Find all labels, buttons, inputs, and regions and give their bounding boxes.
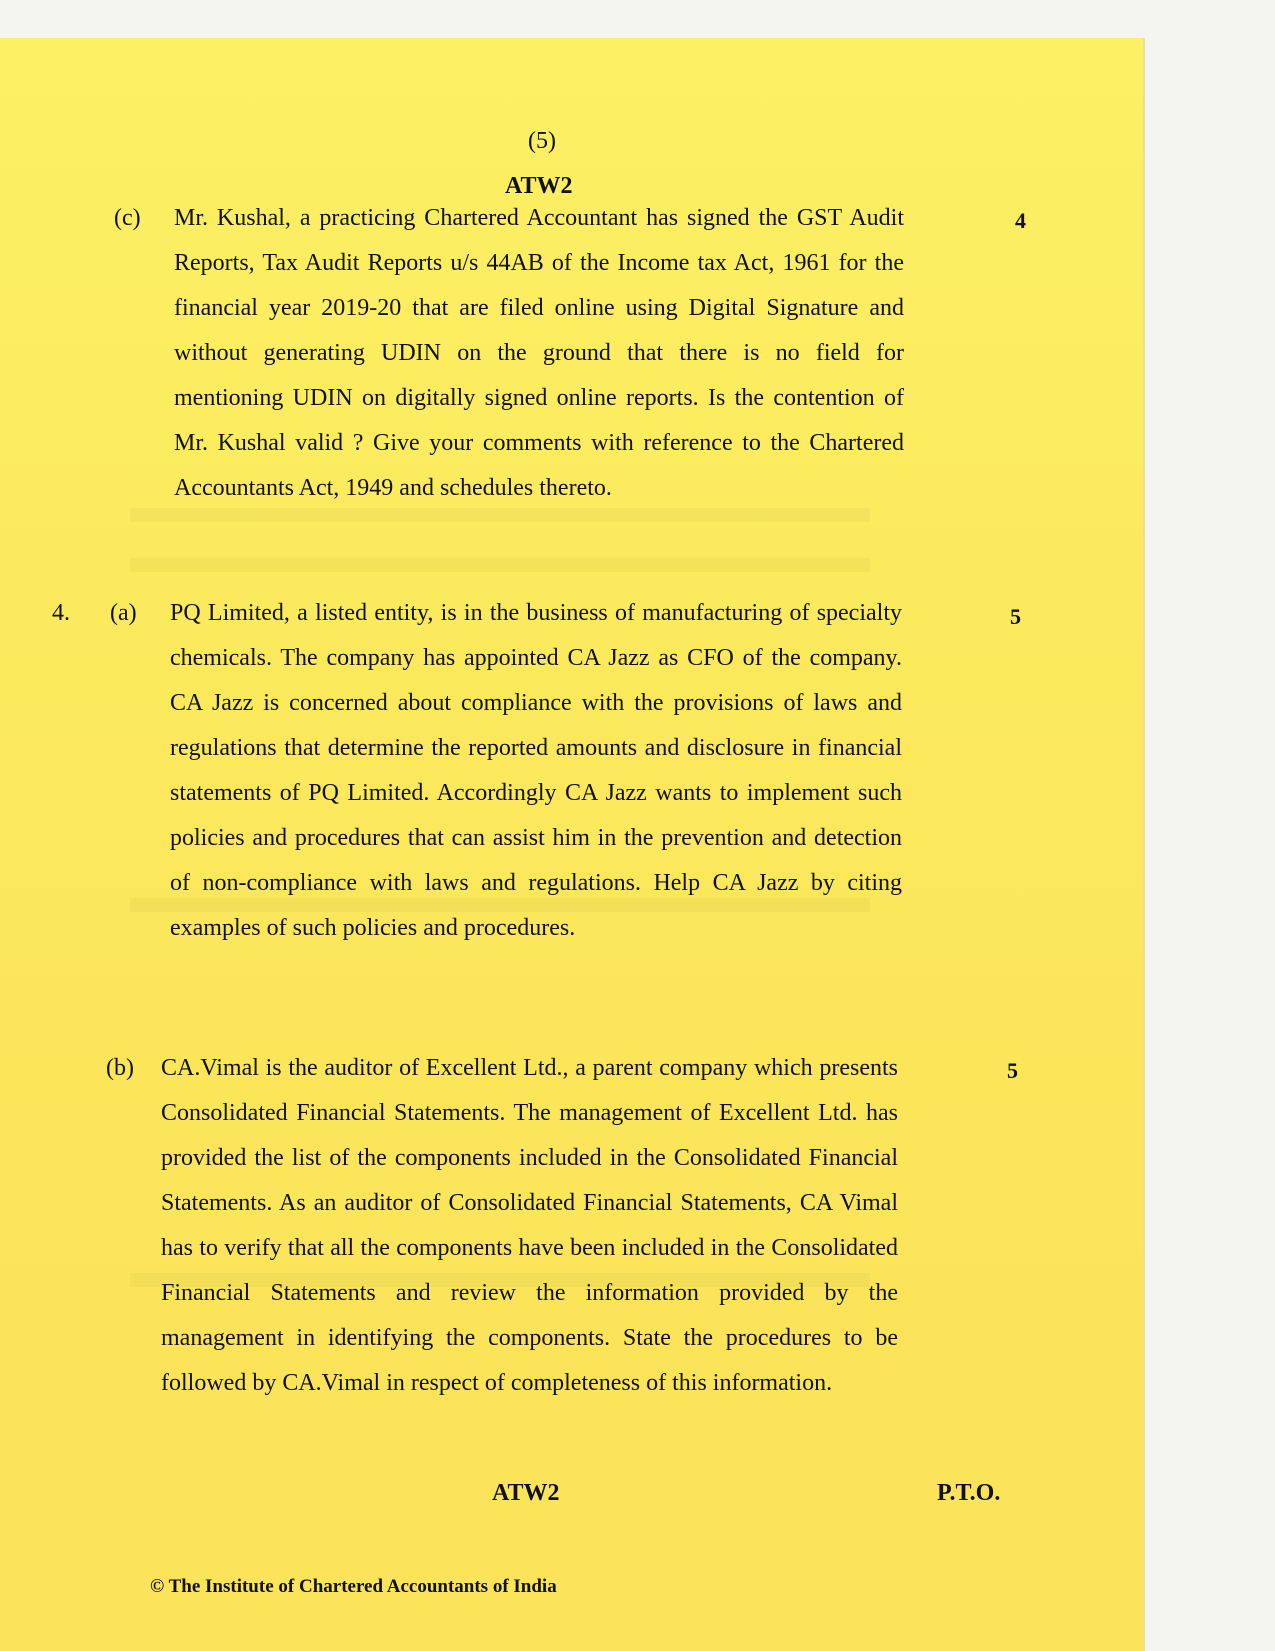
question-4a-label: (a) bbox=[110, 600, 137, 626]
question-4b-marks: 5 bbox=[1007, 1058, 1018, 1083]
page-number: (5) bbox=[528, 128, 556, 154]
copyright-notice: © The Institute of Chartered Accountants of India bbox=[150, 1576, 557, 1597]
show-through-mark bbox=[130, 558, 870, 572]
question-4a-text: PQ Limited, a listed entity, is in the business of manufacturing of specialty chemicals. The company has appointed CA Jazz as CFO of the company. CA Jazz is concerned about compliance with the provisions of laws and regulations that determine the reported amounts and disclosure in financial statements of PQ Limited. Accordingly CA Jazz wants to implement such policies and procedures that can assist him in the prevention and detection of non-compliance with laws and regulations. Help CA Jazz by citing examples of such policies and procedures. bbox=[170, 600, 902, 941]
question-3c-marks: 4 bbox=[1015, 208, 1026, 233]
question-4b-text: CA.Vimal is the auditor of Excellent Ltd., a parent company which presents Consolidated Financial Statements. The management of Excellent Ltd. has provided the list of the components included in the Consolidated Financial Statements. As an auditor of Consolidated Financial Statements, CA Vimal has to verify that all the components have been included in the Consolidated Financial Statements and review the information provided by the management in identifying the components. State the procedures to be followed by CA.Vimal in respect of completeness of this information. bbox=[161, 1055, 898, 1396]
question-3c-label: (c) bbox=[114, 205, 141, 231]
question-4b-label: (b) bbox=[106, 1055, 134, 1081]
exam-page bbox=[0, 38, 1143, 1651]
question-4a-marks: 5 bbox=[1010, 604, 1021, 629]
question-4-number: 4. bbox=[52, 600, 70, 626]
pto-label: P.T.O. bbox=[937, 1480, 1001, 1506]
question-3c-text: Mr. Kushal, a practicing Chartered Accountant has signed the GST Audit Reports, Tax Audit Reports u/s 44AB of the Income tax Act, 1961 for the financial year 2019-20 that are filed online using Digital Signature and without generating UDIN on the ground that there is no field for mentioning UDIN on digitally signed online reports. Is the contention of Mr. Kushal valid ? Give your comments with reference to the Chartered Accountants Act, 1949 and schedules thereto. bbox=[174, 205, 904, 501]
paper-code-footer: ATW2 bbox=[492, 1480, 560, 1506]
paper-code-header: ATW2 bbox=[505, 173, 573, 199]
